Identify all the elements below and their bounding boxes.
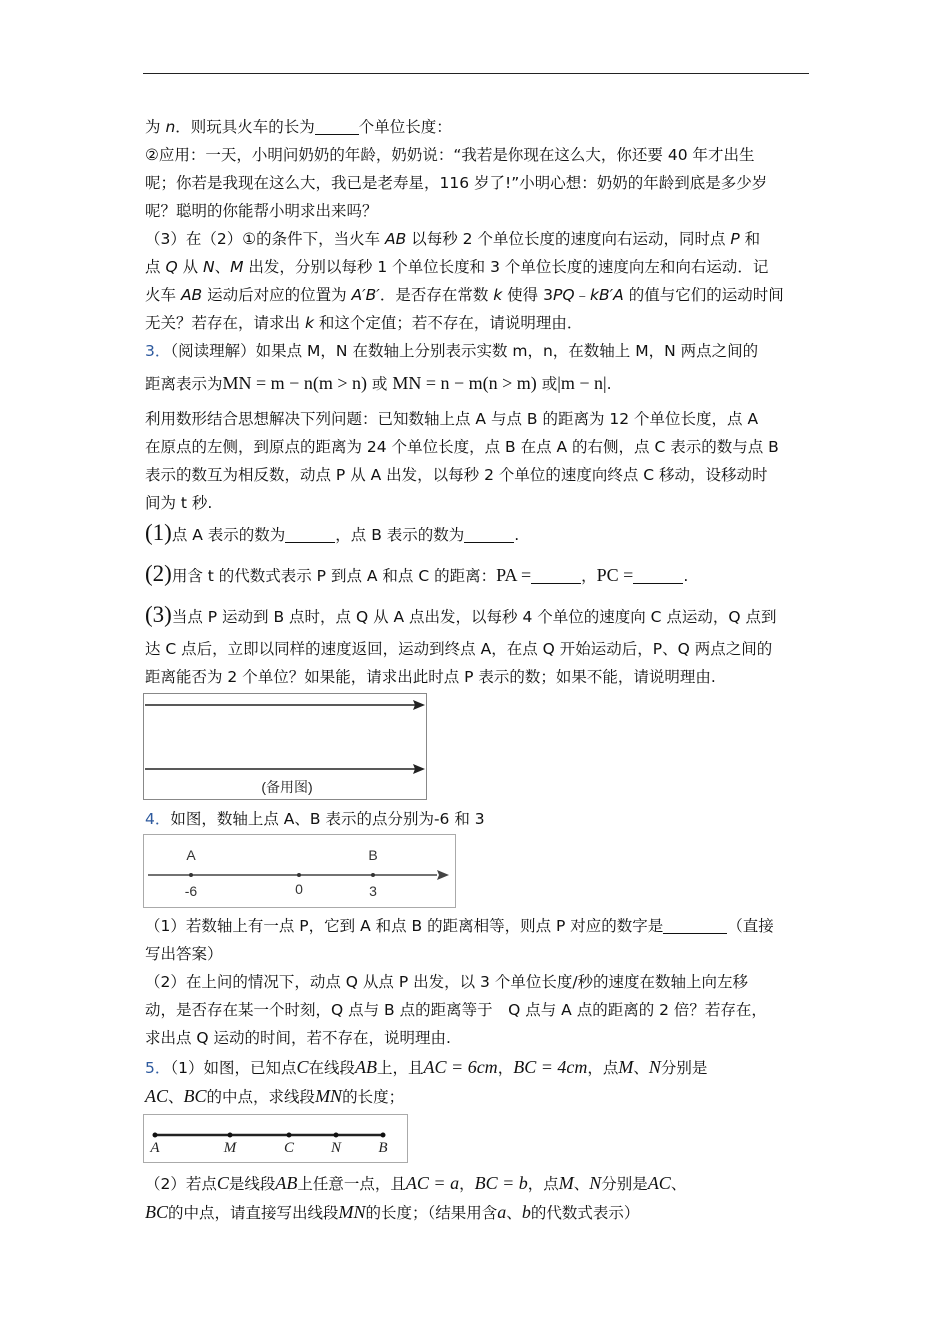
text: . [683, 567, 689, 585]
text: 、 [168, 1088, 184, 1106]
text: 的值与它们的运动时间 [623, 286, 784, 304]
var: Q [165, 258, 178, 276]
label-a: A [150, 1140, 160, 1156]
arrow-head [437, 870, 449, 880]
answer-blank[interactable] [663, 917, 727, 934]
text-line [145, 256, 768, 278]
text-line: 利用数形结合思想解决下列问题：已知数轴上点 A 与点 B 的距离为 12 个单位长度，点 A [145, 410, 759, 428]
text: 点 A 表示的数为 [171, 526, 286, 544]
formula: BC = b [474, 1173, 528, 1193]
text: 在线段 [308, 1059, 356, 1077]
text-line [145, 116, 452, 138]
figure-caption: (备用图) [261, 779, 313, 795]
text-line: 动，是否存在某一个时刻，Q 点与 B 点的距离等于 Q 点与 A 点的距离的 2 倍？若存在， [145, 1001, 767, 1019]
point-b [381, 1133, 386, 1138]
point-b [371, 873, 375, 877]
text: 或 [536, 375, 558, 393]
text: 的长度；（结果用含 [365, 1204, 498, 1222]
text-line: 达 C 点后，立即以同样的速度返回，运动到终点 A，在点 Q 开始运动后，P、Q 两点之间的 [145, 640, 773, 658]
var: M [618, 1057, 634, 1077]
formula: PC = [596, 565, 634, 585]
text: 距离表示为 [145, 375, 223, 393]
var: AC [647, 1173, 671, 1193]
figure-segment-ab [143, 1114, 409, 1163]
figure-border [144, 1115, 408, 1163]
header-rule [143, 73, 809, 74]
point-a [153, 1133, 158, 1138]
text-line [145, 312, 582, 334]
text: 从 [177, 258, 203, 276]
text-line [145, 563, 688, 587]
text: 的长度； [342, 1088, 405, 1106]
text: 、 [214, 258, 231, 276]
text: （直接 [727, 917, 774, 935]
answer-blank[interactable] [285, 526, 335, 543]
text: 以每秒 2 个单位长度的速度向右运动，同时点 [406, 230, 731, 248]
label-b: B [368, 847, 378, 863]
text: 使得 3 [502, 286, 553, 304]
text-line: ②应用：一天，小明问奶奶的年龄，奶奶说：“我若是你现在这么大，你还要 40 年才出生 [145, 146, 755, 164]
formula: |m − n| [557, 373, 607, 393]
text: 用含 t 的代数式表示 P 到点 A 和点 C 的距离： [171, 567, 497, 585]
formula: PA = [496, 565, 532, 585]
point-c [287, 1133, 292, 1138]
var-n: n [165, 118, 176, 136]
var: A′B′ [351, 286, 380, 304]
text: ，点 B 表示的数为 [335, 526, 465, 544]
label-n: N [330, 1140, 342, 1156]
text-line: （2）在上问的情况下，动点 Q 从点 P 出发，以 3 个单位长度/秒的速度在数轴上向左移 [145, 973, 749, 991]
text-line [145, 604, 777, 628]
var: kB′A [590, 286, 624, 304]
number-lines-svg [143, 693, 428, 800]
text: （阅读理解）如果点 M，N 在数轴上分别表示实数 m，n，在数轴上 M，N 两点之间的 [170, 342, 759, 360]
text: （1）如图，已知点 [170, 1059, 297, 1077]
formula: AC = a [405, 1173, 460, 1193]
text: 运动后对应的位置为 [202, 286, 352, 304]
var: a [497, 1202, 507, 1222]
text-line: 呢？聪明的你能帮小明求出来吗？ [145, 202, 378, 220]
sub-number: (2) [145, 561, 172, 586]
var: b [521, 1202, 531, 1222]
formula: MN = n − m(n > m) [392, 373, 537, 393]
label-c: C [283, 1140, 295, 1156]
var: AB [385, 230, 407, 248]
tick-label-b: 3 [369, 883, 377, 899]
var: MN [338, 1202, 366, 1222]
question-number: 4． [145, 810, 171, 828]
sub-number: (3) [145, 602, 172, 627]
text: 、 [506, 1204, 522, 1222]
text: . [514, 526, 520, 544]
var: k [493, 286, 503, 304]
var: N [589, 1173, 602, 1193]
text-line [145, 1172, 686, 1195]
var: BC [183, 1086, 207, 1106]
formula: MN = m − n(m > n) [222, 373, 367, 393]
text: ．是否存在常数 [379, 286, 494, 304]
tick-label-a: -6 [184, 883, 198, 899]
text: 是线段 [228, 1175, 276, 1193]
answer-blank[interactable] [633, 567, 683, 584]
text-line: 求出点 Q 运动的时间，若不存在，说明理由. [145, 1029, 451, 1047]
var: PQ [552, 286, 575, 304]
var: C [296, 1057, 309, 1077]
point-n [334, 1133, 339, 1138]
text-line: 写出答案） [145, 945, 223, 963]
var: M [230, 258, 244, 276]
origin-point [297, 873, 301, 877]
text: 火车 [145, 286, 181, 304]
number-line-svg [143, 834, 457, 908]
text: 和这个定值；若不存在，请说明理由． [313, 314, 583, 332]
text: 分别是 [660, 1059, 708, 1077]
segment-svg [143, 1114, 409, 1163]
label-b: B [378, 1140, 388, 1156]
label-a: A [186, 847, 196, 863]
text-line [145, 1201, 639, 1224]
text: . [606, 375, 612, 393]
formula: AC = 6cm [423, 1057, 498, 1077]
text-line [145, 372, 612, 395]
var: N [648, 1057, 661, 1077]
text: （1）若数轴上有一点 P，它到 A 和点 B 的距离相等，则点 P 对应的数字是 [145, 917, 664, 935]
text-line [145, 228, 760, 250]
text: 点 [145, 258, 166, 276]
text: 当点 P 运动到 B 点时，点 Q 从 A 点出发，以每秒 4 个单位的速度向 C 点运动，Q 点到 [171, 608, 777, 626]
text: 的中点，请直接写出线段 [168, 1204, 339, 1222]
text: 为 [145, 118, 166, 136]
text-line [145, 915, 774, 937]
text: ， [497, 1059, 514, 1077]
text-line: 表示的数互为相反数，动点 P 从 A 出发，以每秒 2 个单位的速度向终点 C 移动，设移动时 [145, 466, 768, 484]
text-line [145, 1085, 404, 1108]
question-number: 3． [145, 342, 171, 360]
var: P [730, 230, 740, 248]
answer-blank[interactable] [531, 567, 581, 584]
point-m [228, 1133, 233, 1138]
text: 、 [573, 1175, 590, 1193]
text: 和 [739, 230, 761, 248]
text-line [145, 284, 784, 306]
text: 个单位长度： [358, 118, 452, 136]
var: N [203, 258, 215, 276]
text: ，点 [587, 1059, 619, 1077]
var: AB [180, 286, 203, 304]
question-4-line [145, 808, 485, 830]
text: 、 [670, 1175, 687, 1193]
text-line: 间为 t 秒. [145, 494, 213, 512]
var: AC [145, 1086, 169, 1106]
text: 无关？若存在，请求出 [145, 314, 305, 332]
answer-blank[interactable] [464, 526, 514, 543]
text: ．则玩具火车的长为 [175, 118, 315, 136]
text: 上，且 [377, 1059, 424, 1077]
text: 的中点，求线段 [206, 1088, 316, 1106]
text: 分别是 [601, 1175, 648, 1193]
question-number: 5． [145, 1059, 171, 1077]
text-line: 呢；你若是我现在这么大，我已是老寿星，116 岁了!”小明心想：奶奶的年龄到底是多少岁 [145, 174, 768, 192]
var: M [558, 1173, 574, 1193]
text: ，点 [527, 1175, 559, 1193]
text-line: 距离能否为 2 个单位？如果能，请求出此时点 P 表示的数；如果不能，请说明理由. [145, 668, 716, 686]
text: 上任意一点，且 [297, 1175, 406, 1193]
question-5-line [145, 1056, 707, 1079]
text: 出发，分别以每秒 1 个单位长度和 3 个单位长度的速度向左和向右运动．记 [243, 258, 769, 276]
text: （3）在（2）①的条件下，当火车 [145, 230, 386, 248]
label-m: M [223, 1140, 237, 1156]
figure-spare-number-lines [143, 693, 428, 800]
text-line: 在原点的左侧，到原点的距离为 24 个单位长度，点 B 在点 A 的右侧，点 C 表示的数与点 B [145, 438, 779, 456]
var: k [304, 314, 314, 332]
figure-number-line-ab [143, 834, 457, 908]
text: 的代数式表示） [530, 1204, 640, 1222]
text: ， [459, 1175, 475, 1193]
text: ﹣ [574, 286, 591, 304]
text: ， [581, 567, 597, 585]
text: 、 [633, 1059, 649, 1077]
question-3-line [145, 340, 758, 362]
text: 或 [366, 375, 393, 393]
var: BC [145, 1202, 169, 1222]
text: （2）若点 [145, 1175, 217, 1193]
point-a [189, 873, 193, 877]
var: C [216, 1173, 229, 1193]
text: 如图，数轴上点 A、B 表示的点分别为-6 和 3 [170, 810, 485, 828]
tick-label-origin: 0 [295, 881, 303, 897]
var: AB [355, 1057, 378, 1077]
answer-blank[interactable] [315, 118, 359, 135]
text-line [145, 522, 519, 546]
var: AB [275, 1173, 298, 1193]
sub-number: (1) [145, 520, 172, 545]
var: MN [315, 1086, 343, 1106]
formula: BC = 4cm [513, 1057, 588, 1077]
